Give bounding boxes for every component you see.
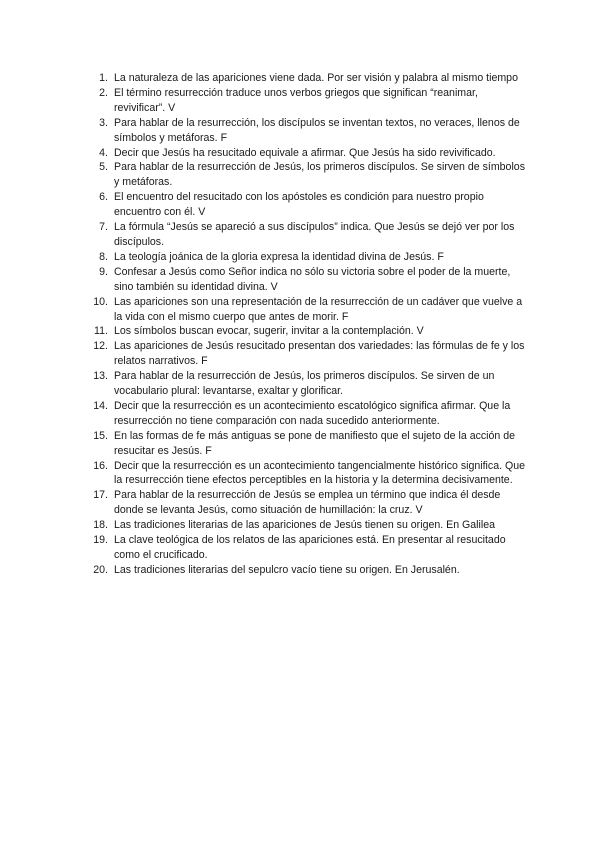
item-number: 8. xyxy=(99,250,108,263)
list-item xyxy=(85,369,530,399)
item-number: 10. xyxy=(93,295,108,308)
item-text: Confesar a Jesús como Señor indica no sólo su victoria sobre el poder de la muerte, sino también su identidad divina. V xyxy=(114,265,511,293)
item-text: Para hablar de la resurrección, los discípulos se inventan textos, no veraces, llenos de símbolos y metáforas. F xyxy=(114,116,520,144)
item-number: 5. xyxy=(99,161,108,174)
list-item xyxy=(85,146,530,161)
list-item xyxy=(85,339,530,369)
item-number: 12. xyxy=(93,340,108,353)
item-text: Decir que la resurrección es un acontecimiento escatológico significa afirmar. Que la resurrección no tiene comparación con nada sucedido anteriormente. xyxy=(114,399,511,427)
list-item xyxy=(85,459,530,489)
list-item xyxy=(85,429,530,459)
item-number: 11. xyxy=(94,325,108,338)
item-number: 16. xyxy=(93,459,108,472)
item-text: Las tradiciones literarias del sepulcro vacío tiene su origen. En Jerusalén. xyxy=(114,563,460,576)
item-text: El término resurrección traduce unos verbos griegos que significan “reanimar, revivificar”. V xyxy=(114,86,478,114)
item-number: 14. xyxy=(93,399,108,412)
item-number: 9. xyxy=(99,265,108,278)
item-number: 1. xyxy=(99,72,108,84)
list-item xyxy=(85,488,530,518)
item-text: Decir que la resurrección es un acontecimiento tangencialmente histórico significa. Que la resurrección tiene efectos perceptibles en la historia y la determina decisivamente. xyxy=(114,459,526,487)
list-item xyxy=(85,295,530,325)
item-text: La teología joánica de la gloria expresa la identidad divina de Jesús. F xyxy=(114,250,444,263)
list-item xyxy=(85,116,530,146)
item-number: 7. xyxy=(99,221,108,234)
list-item xyxy=(85,518,530,533)
list-item xyxy=(85,533,530,563)
list-item xyxy=(85,71,530,86)
item-text: El encuentro del resucitado con los apóstoles es condición para nuestro propio encuentro con él. V xyxy=(114,191,484,219)
item-text: Para hablar de la resurrección de Jesús se emplea un término que indica él desde donde se levanta Jesús, como situación de humillación: la cruz. V xyxy=(114,489,501,517)
item-number: 17. xyxy=(93,489,108,502)
item-number: 4. xyxy=(99,146,108,159)
item-number: 13. xyxy=(93,370,108,383)
list-item xyxy=(85,265,530,295)
item-text: Decir que Jesús ha resucitado equivale a afirmar. Que Jesús ha sido revivificado. xyxy=(114,146,496,159)
item-text: En las formas de fe más antiguas se pone de manifiesto que el sujeto de la acción de resucitar es Jesús. F xyxy=(114,429,516,457)
question-list xyxy=(85,71,530,578)
item-number: 3. xyxy=(99,116,108,129)
item-number: 2. xyxy=(99,86,108,99)
item-number: 18. xyxy=(93,519,108,532)
item-text: Para hablar de la resurrección de Jesús, los primeros discípulos. Se sirven de un vocabulario plural: levantarse, exaltar y glorificar. xyxy=(114,370,495,398)
list-item xyxy=(85,220,530,250)
item-number: 6. xyxy=(99,191,108,204)
item-number: 19. xyxy=(93,534,108,547)
item-number: 20. xyxy=(93,563,108,576)
list-item xyxy=(85,563,530,578)
item-number: 15. xyxy=(93,429,108,442)
list-item xyxy=(85,190,530,220)
item-text: La fórmula “Jesús se apareció a sus discípulos” indica. Que Jesús se dejó ver por los discípulos. xyxy=(114,221,515,248)
item-text: Las apariciones son una representación de la resurrección de un cadáver que vuelve a la vida con el mismo cuerpo que antes de morir. F xyxy=(114,295,523,323)
item-text: La naturaleza de las apariciones viene dada. Por ser visión y palabra al mismo tiempo xyxy=(114,72,518,84)
item-text: La clave teológica de los relatos de las apariciones está. En presentar al resucitado como el crucificado. xyxy=(114,534,506,561)
list-item xyxy=(85,399,530,429)
list-item xyxy=(85,324,530,339)
item-text: Para hablar de la resurrección de Jesús, los primeros discípulos. Se sirven de símbolos y metáforas. xyxy=(114,161,525,189)
list-item xyxy=(85,86,530,116)
list-item xyxy=(85,160,530,190)
list-item xyxy=(85,250,530,265)
item-text: Las apariciones de Jesús resucitado presentan dos variedades: las fórmulas de fe y los relatos narrativos. F xyxy=(114,340,525,368)
item-text: Las tradiciones literarias de las apariciones de Jesús tienen su origen. En Galilea xyxy=(114,519,496,532)
item-text: Los símbolos buscan evocar, sugerir, invitar a la contemplación. V xyxy=(114,325,424,338)
